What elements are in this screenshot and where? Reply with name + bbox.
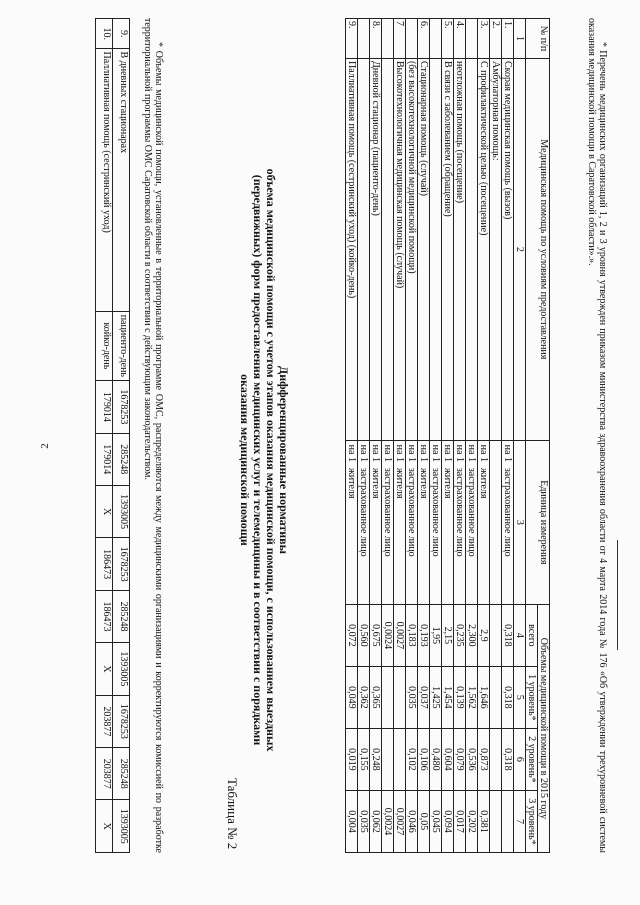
- row-value: 285248: [113, 590, 130, 642]
- row-total: 2,9: [478, 604, 490, 666]
- page-number: 2: [38, 443, 51, 449]
- row-value: 1393005: [113, 800, 130, 853]
- row-unit: жителя: [418, 466, 430, 605]
- row-unit-prefix: на 1: [358, 440, 370, 466]
- row-level-1: [394, 666, 406, 728]
- row-number: 7: [394, 19, 406, 59]
- row-level-2: 0,480: [430, 728, 442, 790]
- row-unit: жителя: [442, 466, 454, 605]
- footnote-levels: * Перечень медицинских организаций 1, 2 и 3 уровня утвержден приказом министерства здравоохранения области от 4 марта 2014 года № 176 «Об утверждении трехуровневой системы оказания медицинской помощи в Саратовской области».».: [586, 18, 608, 853]
- table-row: [466, 19, 478, 853]
- row-value: 186473: [96, 538, 113, 590]
- row-care-type: Скорая медицинская помощь (вызов): [502, 58, 514, 440]
- title-line: (передвижных) форм предоставления медицинских услуг и телемедицины и в соответствии с порядками: [251, 174, 265, 746]
- header-level-3: 3 уровень*: [526, 790, 538, 852]
- row-care-type: неотложная помощь (посещение): [454, 58, 466, 440]
- row-unit-prefix: на 1: [502, 440, 514, 466]
- row-value: 1678253: [113, 695, 130, 747]
- row-level-2: 0,106: [418, 728, 430, 790]
- row-number: [466, 19, 478, 59]
- row-total: 0,235: [454, 604, 466, 666]
- row-number: 10.: [96, 19, 113, 49]
- row-unit-prefix: на 1: [382, 440, 394, 466]
- table-row: [406, 19, 418, 853]
- row-total: 0,072: [346, 604, 358, 666]
- table-row: [502, 19, 514, 853]
- row-unit-prefix: на 1: [430, 440, 442, 466]
- table-row: [442, 19, 454, 853]
- row-value: 285248: [113, 748, 130, 800]
- row-value: 179014: [96, 381, 113, 433]
- row-level-2: [490, 728, 502, 790]
- row-level-1: 1,646: [478, 666, 490, 728]
- volume-table-continuation: [95, 18, 130, 853]
- table-row: [358, 19, 370, 853]
- row-unit: жителя: [394, 466, 406, 605]
- row-unit: застрахованное лицо: [466, 466, 478, 605]
- title-line: объема медицинской помощи с учетом этапов оказания медицинской помощи, с использованием выездных: [264, 168, 278, 752]
- row-level-2: 0,536: [466, 728, 478, 790]
- row-care-type: [382, 58, 394, 440]
- header-num: № п/п: [526, 19, 550, 59]
- row-unit-prefix: на 1: [442, 440, 454, 466]
- header-unit: Единица измерения: [526, 440, 550, 604]
- row-value: X: [96, 643, 113, 695]
- row-level-2: 0,873: [478, 728, 490, 790]
- row-care-type: [466, 58, 478, 440]
- row-care-type: Стационарная помощь (случай): [418, 58, 430, 440]
- row-total: 2,15: [442, 604, 454, 666]
- table-row: [490, 19, 502, 853]
- row-level-2: 0,102: [406, 728, 418, 790]
- row-care-type: Паллиативная помощь (сестринский уход) (койко-день): [346, 58, 358, 440]
- row-level-3: [490, 790, 502, 852]
- row-total: 0,0024: [382, 604, 394, 666]
- row-level-2: 0,079: [454, 728, 466, 790]
- row-value: 203877: [96, 748, 113, 800]
- row-level-3: 0,062: [370, 790, 382, 852]
- row-level-1: 1,425: [430, 666, 442, 728]
- col-number: 7: [514, 790, 526, 852]
- row-total: 1,95: [430, 604, 442, 666]
- row-level-3: 0,0027: [394, 790, 406, 852]
- row-total: 0,0027: [394, 604, 406, 666]
- row-level-1: 0,037: [418, 666, 430, 728]
- row-care-type: Высокотехнологичная медицинская помощь (случай): [394, 58, 406, 440]
- row-level-2: 0,248: [370, 728, 382, 790]
- table-row: [418, 19, 430, 853]
- col-number: 2: [514, 58, 526, 440]
- header-level-2: 2 уровень*: [526, 728, 538, 790]
- row-value: X: [96, 485, 113, 537]
- row-unit: застрахованное лицо: [358, 466, 370, 605]
- row-care-type: Дневной стационар (пациенто-день): [370, 58, 382, 440]
- row-unit-prefix: на 1: [406, 440, 418, 466]
- row-unit-prefix: на 1: [394, 440, 406, 466]
- row-unit-prefix: на 1: [466, 440, 478, 466]
- row-value: 203877: [96, 695, 113, 747]
- row-unit: [490, 466, 502, 605]
- table-row: [113, 19, 130, 853]
- row-total: 0,675: [370, 604, 382, 666]
- row-total: 2,300: [466, 604, 478, 666]
- row-level-3: [502, 790, 514, 852]
- row-care-type: [430, 58, 442, 440]
- row-level-3: 0,05: [418, 790, 430, 852]
- title-line: оказания медицинской помощи: [238, 374, 252, 546]
- row-level-2: [382, 728, 394, 790]
- table-row: [370, 19, 382, 853]
- header-total: всего: [526, 604, 538, 666]
- row-unit: застрахованное лицо: [454, 466, 466, 605]
- table-row: [394, 19, 406, 853]
- table-row: [478, 19, 490, 853]
- row-number: 3.: [478, 19, 490, 59]
- row-level-3: 0,046: [406, 790, 418, 852]
- row-number: [358, 19, 370, 59]
- row-number: 5.: [442, 19, 454, 59]
- row-unit-prefix: [490, 440, 502, 466]
- table-row: [346, 19, 358, 853]
- row-value: X: [96, 800, 113, 853]
- row-name: В дневных стационарах: [113, 49, 130, 311]
- row-total: 0,318: [502, 604, 514, 666]
- volume-table-body: [96, 19, 130, 853]
- row-level-1: 0,139: [454, 666, 466, 728]
- table-row: [96, 19, 113, 853]
- row-care-type: (без высокотехнологичной медицинской помощи): [406, 58, 418, 440]
- row-care-type: В связи с заболеванием (обращение): [442, 58, 454, 440]
- row-value: 179014: [96, 433, 113, 485]
- row-level-1: 0,318: [502, 666, 514, 728]
- row-level-1: 0,365: [370, 666, 382, 728]
- table-title: [238, 110, 290, 810]
- row-care-type: [358, 58, 370, 440]
- row-number: 9.: [346, 19, 358, 59]
- row-unit-prefix: на 1: [418, 440, 430, 466]
- row-level-3: 0,094: [442, 790, 454, 852]
- differentiated-norms-table: [345, 18, 550, 853]
- row-care-type: Амбулаторная помощь:: [490, 58, 502, 440]
- row-number: [430, 19, 442, 59]
- row-total: 0,193: [418, 604, 430, 666]
- col-number: 3: [514, 440, 526, 604]
- row-value: 285248: [113, 433, 130, 485]
- row-unit-prefix: на 1: [478, 440, 490, 466]
- row-level-2: 0,318: [502, 728, 514, 790]
- row-level-2: 0,604: [442, 728, 454, 790]
- row-level-3: 0,004: [346, 790, 358, 852]
- row-unit-prefix: на 1: [454, 440, 466, 466]
- row-number: [406, 19, 418, 59]
- row-unit: жителя: [478, 466, 490, 605]
- row-unit: жителя: [370, 466, 382, 605]
- row-unit: застрахованное лицо: [502, 466, 514, 605]
- col-number: 6: [514, 728, 526, 790]
- header-level-1: 1 уровень*: [526, 666, 538, 728]
- closing-rule: [617, 540, 618, 650]
- norms-table-body: [346, 19, 514, 853]
- header-care-type: Медицинская помощь по условиям предоставления: [526, 58, 550, 440]
- row-number: 1.: [502, 19, 514, 59]
- row-number: 4.: [454, 19, 466, 59]
- row-value: 1678253: [113, 538, 130, 590]
- row-unit-prefix: на 1: [346, 440, 358, 466]
- row-level-3: 0,0024: [382, 790, 394, 852]
- row-level-1: 1,562: [466, 666, 478, 728]
- row-level-3: 0,035: [358, 790, 370, 852]
- row-level-3: 0,202: [466, 790, 478, 852]
- row-total: [490, 604, 502, 666]
- row-name: Паллиативная помощь (сестринский уход): [96, 49, 113, 311]
- row-level-2: 0,155: [358, 728, 370, 790]
- row-unit: застрахованное лицо: [430, 466, 442, 605]
- header-volume-group: Объемы медицинской помощи в 2015 году: [538, 604, 550, 852]
- row-level-3: 0,381: [478, 790, 490, 852]
- row-number: 2.: [490, 19, 502, 59]
- row-value: 1393005: [113, 485, 130, 537]
- table-row: [430, 19, 442, 853]
- row-level-2: 0,019: [346, 728, 358, 790]
- col-number: 5: [514, 666, 526, 728]
- row-level-1: 0,049: [346, 666, 358, 728]
- row-value: 1393005: [113, 643, 130, 695]
- row-unit: застрахованное лицо: [382, 466, 394, 605]
- row-level-1: [382, 666, 394, 728]
- row-total: 0,560: [358, 604, 370, 666]
- row-level-1: 1,454: [442, 666, 454, 728]
- row-unit: койко-день: [96, 311, 113, 381]
- row-level-1: [490, 666, 502, 728]
- row-unit: жителя: [346, 466, 358, 605]
- row-value: 186473: [96, 590, 113, 642]
- row-level-3: 0,045: [430, 790, 442, 852]
- footnote-oms-volumes: * Объемы медицинской помощи, установленные в территориальной программе ОМС, распределяются между медицинскими организациями и корректируются комиссией по разработке территориальной программы ОМС Саратовской области в соответствии с действующим законодательством.: [142, 18, 164, 853]
- row-total: 0,183: [406, 604, 418, 666]
- row-level-1: 0,035: [406, 666, 418, 728]
- row-number: 9.: [113, 19, 130, 49]
- row-level-2: [394, 728, 406, 790]
- col-number: 1: [514, 19, 526, 59]
- row-value: 1678253: [113, 381, 130, 433]
- row-unit: пациенто-день: [113, 311, 130, 381]
- row-unit: застрахованное лицо: [406, 466, 418, 605]
- row-care-type: С профилактической целью (посещение): [478, 58, 490, 440]
- row-level-3: 0,017: [454, 790, 466, 852]
- row-number: 8.: [370, 19, 382, 59]
- norms-table-header: [514, 19, 550, 853]
- table-label: Таблица № 2: [225, 778, 240, 850]
- row-level-1: 0,362: [358, 666, 370, 728]
- table-row: [382, 19, 394, 853]
- title-line: Дифференцированные нормативы: [277, 365, 291, 555]
- row-number: 6.: [418, 19, 430, 59]
- row-unit-prefix: на 1: [370, 440, 382, 466]
- row-number: [382, 19, 394, 59]
- table-row: [454, 19, 466, 853]
- col-number: 4: [514, 604, 526, 666]
